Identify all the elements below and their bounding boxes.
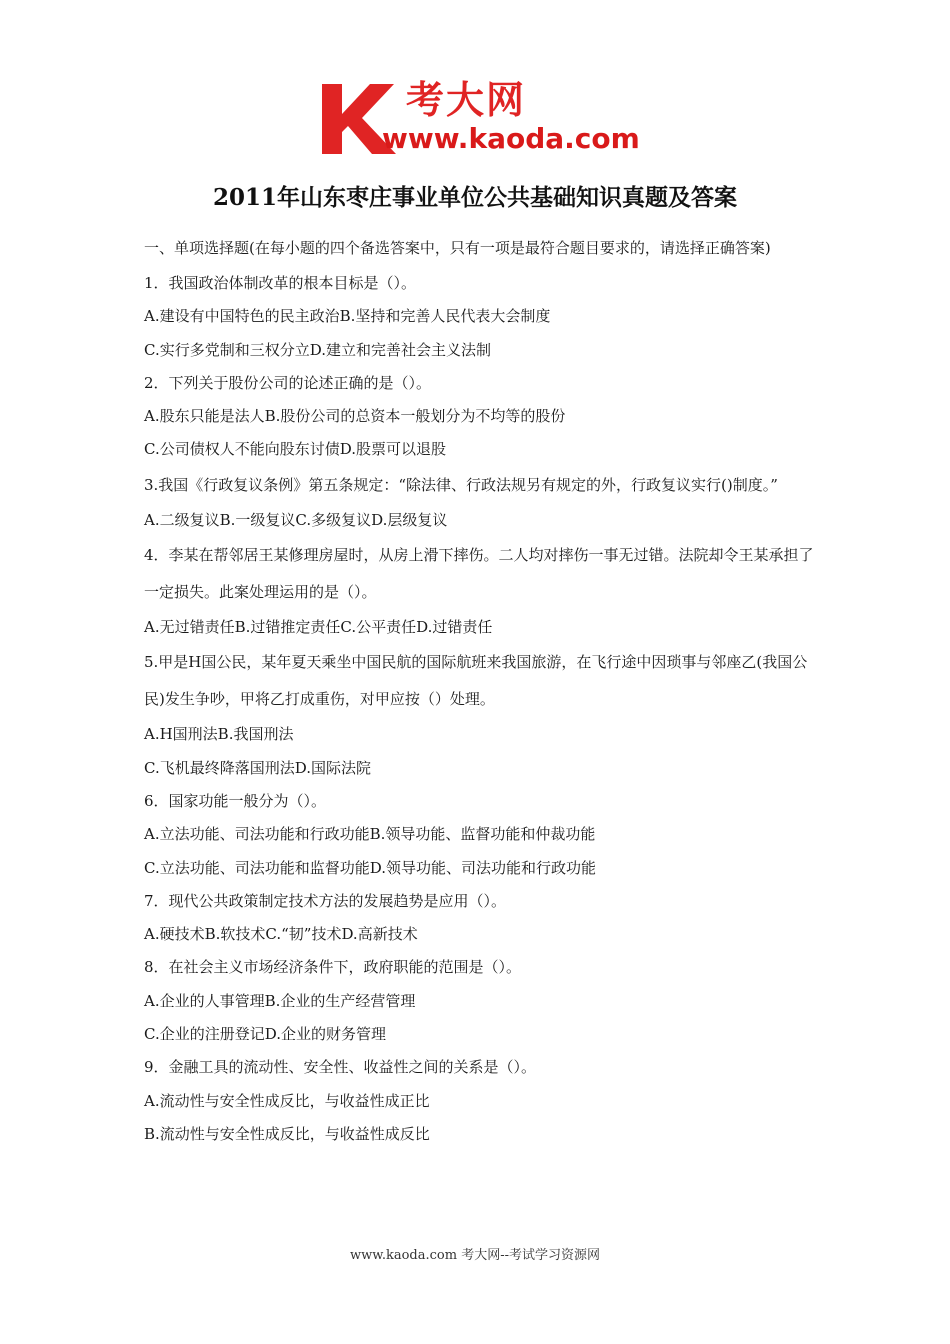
question-7: 7．现代公共政策制定技术方法的发展趋势是应用（）。: [144, 891, 507, 910]
question-5: 5.甲是H国公民，某年夏天乘坐中国民航的国际航班来我国旅游，在飞行途中因琐事与邻座乙(我国公民)发生争吵，甲将乙打成重伤，对甲应按（）处理。: [144, 653, 808, 709]
question-9: 9．金融工具的流动性、安全性、收益性之间的关系是（）。: [144, 1058, 537, 1077]
document-body: [144, 230, 814, 1151]
question-2: 2．下列关于股份公司的论述正确的是（）。: [144, 373, 432, 392]
question-4: 4．李某在帮邻居王某修理房屋时，从房上滑下摔伤。二人均对摔伤一事无过错。法院却令王某承担了一定损失。此案处理运用的是（）。: [144, 546, 814, 602]
q9-option-b: B.流动性与安全性成反比，与收益性成反比: [144, 1124, 430, 1143]
q3-options: A.二级复议B.一级复议C.多级复议D.层级复议: [144, 510, 448, 529]
logo-url-text: www.kaoda.com: [382, 122, 640, 155]
section-heading: 一、单项选择题(在每小题的四个备选答案中，只有一项是最符合题目要求的，请选择正确答案): [144, 239, 771, 257]
q2-options-ab: A.股东只能是法人B.股份公司的总资本一般划分为不均等的股份: [144, 407, 566, 426]
question-3: 3.我国《行政复议条例》第五条规定：“除法律、行政法规另有规定的外，行政复议实行()制度。”: [144, 475, 778, 494]
page-title: 2011年山东枣庄事业单位公共基础知识真题及答案: [212, 184, 737, 211]
q7-options: A.硬技术B.软技术C.“韧”技术D.高新技术: [144, 925, 418, 944]
q6-options-cd: C.立法功能、司法功能和监督功能D.领导功能、司法功能和行政功能: [144, 858, 596, 877]
kaoda-logo: [318, 76, 638, 158]
q4-options: A.无过错责任B.过错推定责任C.公平责任D.过错责任: [144, 618, 493, 637]
q9-option-a: A.流动性与安全性成反比，与收益性成正比: [144, 1091, 430, 1110]
question-1: 1．我国政治体制改革的根本目标是（）。: [144, 274, 417, 292]
q5-options-ab: A.H国刑法B.我国刑法: [144, 725, 294, 744]
question-6: 6．国家功能一般分为（）。: [144, 791, 327, 810]
question-8: 8．在社会主义市场经济条件下，政府职能的范围是（）。: [144, 958, 522, 977]
q1-options-ab: A.建设有中国特色的民主政治B.坚持和完善人民代表大会制度: [144, 307, 551, 326]
page-footer: www.kaoda.com 考大网--考试学习资源网: [350, 1248, 600, 1263]
q6-options-ab: A.立法功能、司法功能和行政功能B.领导功能、监督功能和仲裁功能: [144, 825, 596, 844]
logo-brand-text: 考大网: [406, 78, 527, 122]
q8-options-cd: C.企业的注册登记D.企业的财务管理: [144, 1025, 386, 1044]
q1-options-cd: C.实行多党制和三权分立D.建立和完善社会主义法制: [144, 340, 491, 359]
q2-options-cd: C.公司债权人不能向股东讨债D.股票可以退股: [144, 440, 446, 459]
q8-options-ab: A.企业的人事管理B.企业的生产经营管理: [144, 991, 416, 1010]
q5-options-cd: C.飞机最终降落国刑法D.国际法院: [144, 758, 371, 777]
